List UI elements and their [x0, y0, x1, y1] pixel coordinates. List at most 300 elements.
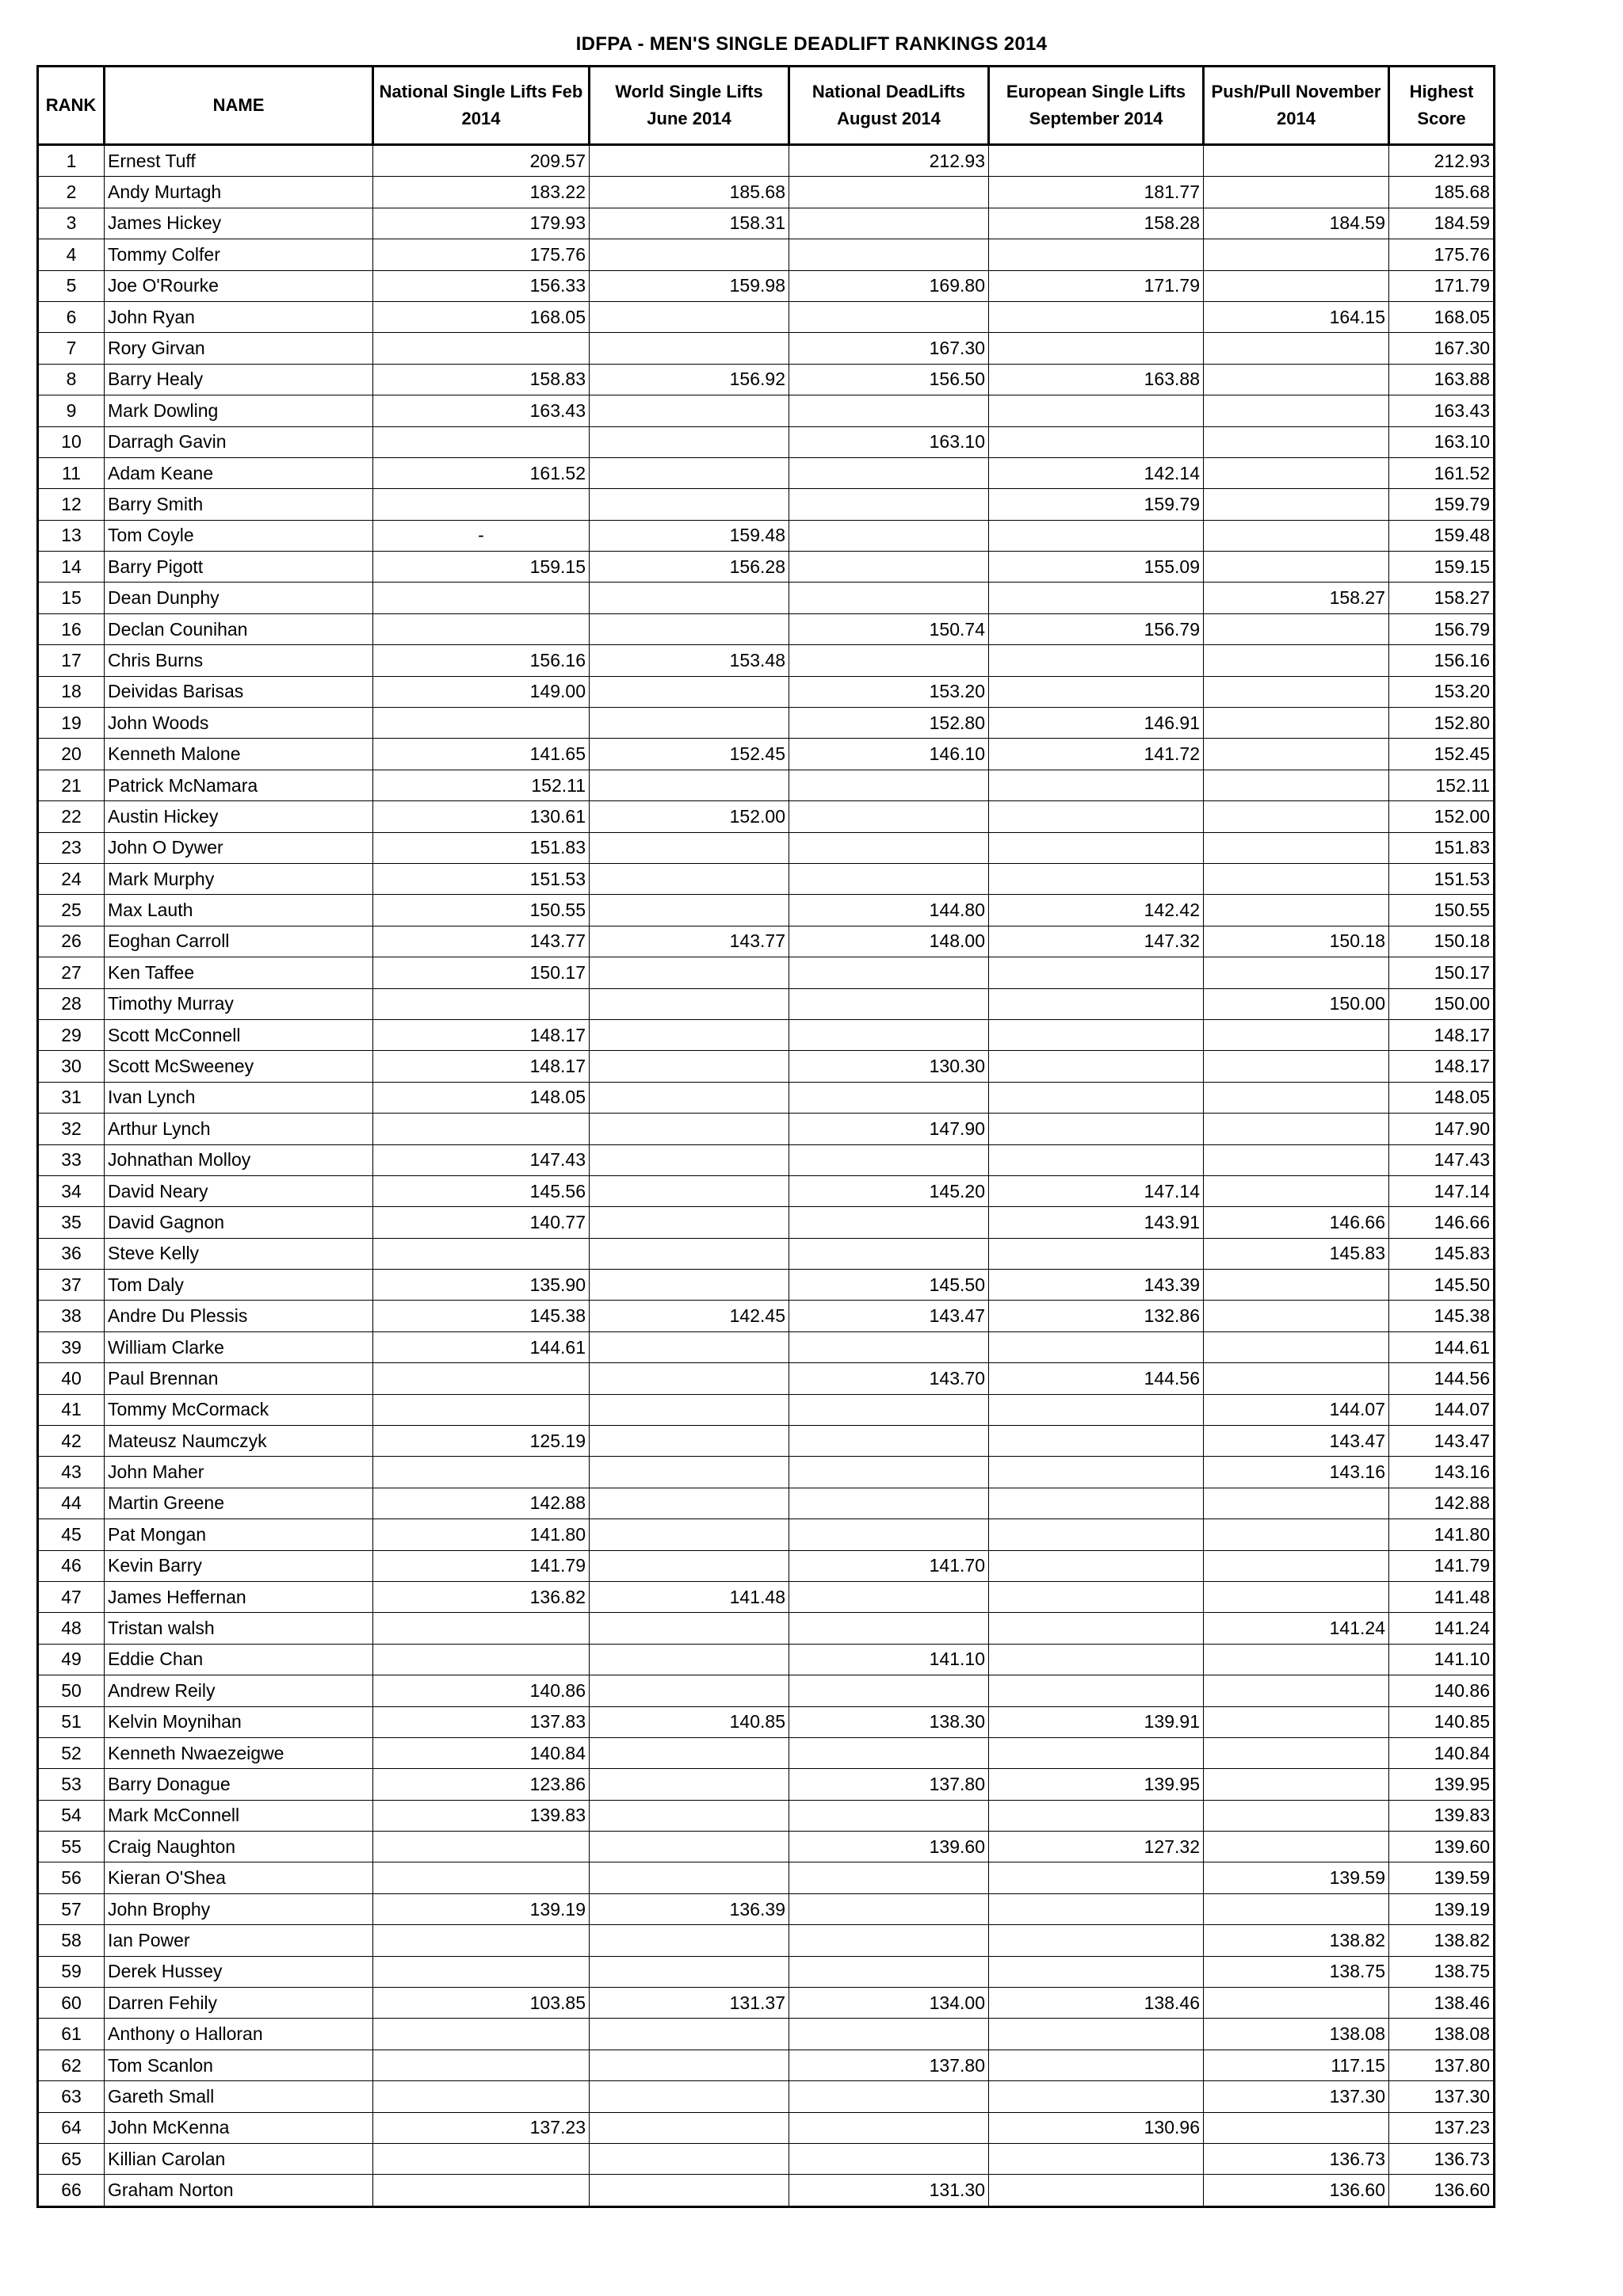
highest-score-cell: 150.17 [1389, 957, 1495, 988]
push-pull-nov-cell [1204, 1019, 1389, 1050]
national-aug-cell: 141.10 [789, 1644, 989, 1675]
name-cell: Chris Burns [105, 645, 373, 676]
european-sep-cell: 132.86 [989, 1301, 1204, 1331]
national-aug-cell [789, 2112, 989, 2143]
highest-score-cell: 146.66 [1389, 1207, 1495, 1238]
table-row [38, 1737, 1495, 1768]
name-cell: Andy Murtagh [105, 177, 373, 208]
table-row [38, 1925, 1495, 1956]
highest-score-cell: 148.05 [1389, 1082, 1495, 1113]
rank-cell: 38 [38, 1301, 105, 1331]
name-cell: John Brophy [105, 1893, 373, 1924]
name-cell: David Gagnon [105, 1207, 373, 1238]
national-feb-cell [373, 583, 590, 613]
rank-cell: 58 [38, 1925, 105, 1956]
rank-cell: 52 [38, 1737, 105, 1768]
rank-cell: 17 [38, 645, 105, 676]
national-aug-cell [789, 489, 989, 520]
national-aug-cell: 144.80 [789, 895, 989, 926]
rank-cell: 5 [38, 270, 105, 301]
name-cell: Tommy Colfer [105, 239, 373, 270]
table-row [38, 1613, 1495, 1644]
push-pull-nov-cell: 137.30 [1204, 2081, 1389, 2112]
highest-score-cell: 148.17 [1389, 1019, 1495, 1050]
table-row [38, 1832, 1495, 1862]
european-sep-cell [989, 863, 1204, 894]
name-cell: Rory Girvan [105, 333, 373, 364]
rank-cell: 43 [38, 1457, 105, 1488]
rank-cell: 56 [38, 1862, 105, 1893]
national-aug-cell: 134.00 [789, 1988, 989, 2019]
table-row [38, 1956, 1495, 1987]
push-pull-nov-cell [1204, 1519, 1389, 1550]
rank-cell: 28 [38, 988, 105, 1019]
world-june-cell: 159.48 [590, 520, 789, 551]
world-june-cell [590, 895, 789, 926]
national-feb-cell [373, 1956, 590, 1987]
national-aug-cell [789, 1893, 989, 1924]
table-row [38, 520, 1495, 551]
rank-cell: 4 [38, 239, 105, 270]
name-cell: Kieran O'Shea [105, 1862, 373, 1893]
national-feb-cell [373, 1644, 590, 1675]
european-sep-cell [989, 1862, 1204, 1893]
national-feb-cell: 136.82 [373, 1581, 590, 1612]
highest-score-cell: 144.61 [1389, 1331, 1495, 1362]
highest-score-cell: 144.07 [1389, 1394, 1495, 1425]
highest-score-cell: 184.59 [1389, 208, 1495, 239]
push-pull-nov-cell [1204, 1175, 1389, 1206]
table-row [38, 1270, 1495, 1301]
rank-cell: 11 [38, 457, 105, 488]
table-row [38, 1488, 1495, 1519]
rank-cell: 20 [38, 739, 105, 770]
rank-cell: 49 [38, 1644, 105, 1675]
rank-cell: 23 [38, 832, 105, 863]
name-cell: Gareth Small [105, 2081, 373, 2112]
name-cell: Tristan walsh [105, 1613, 373, 1644]
world-june-cell [590, 2112, 789, 2143]
rank-cell: 54 [38, 1800, 105, 1831]
national-feb-cell: 130.61 [373, 801, 590, 832]
national-feb-cell: 156.33 [373, 270, 590, 301]
rank-cell: 46 [38, 1550, 105, 1581]
push-pull-nov-cell: 138.08 [1204, 2019, 1389, 2050]
national-aug-cell: 137.80 [789, 2050, 989, 2080]
table-row [38, 1019, 1495, 1050]
push-pull-nov-cell: 146.66 [1204, 1207, 1389, 1238]
national-aug-cell [789, 1144, 989, 1175]
highest-score-cell: 147.14 [1389, 1175, 1495, 1206]
push-pull-nov-cell [1204, 1737, 1389, 1768]
push-pull-nov-cell [1204, 1769, 1389, 1800]
highest-score-cell: 139.59 [1389, 1862, 1495, 1893]
national-feb-cell [373, 489, 590, 520]
header-world-single-lifts-june: World Single Lifts June 2014 [590, 67, 789, 145]
european-sep-cell: 127.32 [989, 1832, 1204, 1862]
national-aug-cell: 138.30 [789, 1706, 989, 1737]
rank-cell: 18 [38, 676, 105, 707]
table-row [38, 333, 1495, 364]
push-pull-nov-cell [1204, 863, 1389, 894]
national-aug-cell [789, 1207, 989, 1238]
rank-cell: 32 [38, 1114, 105, 1144]
european-sep-cell [989, 520, 1204, 551]
header-row [38, 67, 1495, 145]
national-feb-cell: 183.22 [373, 177, 590, 208]
european-sep-cell [989, 145, 1204, 177]
european-sep-cell: 147.32 [989, 926, 1204, 957]
push-pull-nov-cell [1204, 333, 1389, 364]
national-feb-cell [373, 2175, 590, 2206]
world-june-cell [590, 1800, 789, 1831]
national-feb-cell: 151.83 [373, 832, 590, 863]
rank-cell: 60 [38, 1988, 105, 2019]
highest-score-cell: 152.11 [1389, 770, 1495, 800]
name-cell: Graham Norton [105, 2175, 373, 2206]
world-june-cell [590, 1207, 789, 1238]
highest-score-cell: 139.83 [1389, 1800, 1495, 1831]
rank-cell: 19 [38, 708, 105, 739]
european-sep-cell: 147.14 [989, 1175, 1204, 1206]
push-pull-nov-cell: 117.15 [1204, 2050, 1389, 2080]
table-row [38, 1644, 1495, 1675]
highest-score-cell: 138.82 [1389, 1925, 1495, 1956]
table-row [38, 1862, 1495, 1893]
national-feb-cell [373, 1613, 590, 1644]
rank-cell: 33 [38, 1144, 105, 1175]
national-feb-cell [373, 1238, 590, 1269]
world-june-cell [590, 1644, 789, 1675]
table-row [38, 1363, 1495, 1394]
european-sep-cell [989, 395, 1204, 426]
highest-score-cell: 159.15 [1389, 552, 1495, 583]
table-row [38, 1519, 1495, 1550]
national-aug-cell: 145.20 [789, 1175, 989, 1206]
rank-cell: 8 [38, 364, 105, 395]
national-feb-cell: 175.76 [373, 239, 590, 270]
rank-cell: 37 [38, 1270, 105, 1301]
push-pull-nov-cell [1204, 1331, 1389, 1362]
european-sep-cell [989, 988, 1204, 1019]
european-sep-cell [989, 239, 1204, 270]
name-cell: Mark Dowling [105, 395, 373, 426]
european-sep-cell: 144.56 [989, 1363, 1204, 1394]
european-sep-cell: 138.46 [989, 1988, 1204, 2019]
national-feb-cell [373, 1862, 590, 1893]
rank-cell: 34 [38, 1175, 105, 1206]
world-june-cell [590, 2175, 789, 2206]
rank-cell: 10 [38, 426, 105, 457]
national-aug-cell [789, 1613, 989, 1644]
national-aug-cell [789, 395, 989, 426]
push-pull-nov-cell [1204, 613, 1389, 644]
national-aug-cell: 131.30 [789, 2175, 989, 2206]
push-pull-nov-cell [1204, 739, 1389, 770]
push-pull-nov-cell [1204, 645, 1389, 676]
highest-score-cell: 156.79 [1389, 613, 1495, 644]
push-pull-nov-cell [1204, 676, 1389, 707]
name-cell: Killian Carolan [105, 2144, 373, 2175]
national-aug-cell: 147.90 [789, 1114, 989, 1144]
highest-score-cell: 141.48 [1389, 1581, 1495, 1612]
push-pull-nov-cell [1204, 1114, 1389, 1144]
name-cell: Ken Taffee [105, 957, 373, 988]
world-june-cell: 185.68 [590, 177, 789, 208]
name-cell: Paul Brennan [105, 1363, 373, 1394]
highest-score-cell: 138.08 [1389, 2019, 1495, 2050]
name-cell: Barry Pigott [105, 552, 373, 583]
name-cell: Eoghan Carroll [105, 926, 373, 957]
world-june-cell [590, 1832, 789, 1862]
world-june-cell [590, 1394, 789, 1425]
table-row [38, 2144, 1495, 2175]
header-european-single-lifts-september: European Single Lifts September 2014 [989, 67, 1204, 145]
national-aug-cell: 145.50 [789, 1270, 989, 1301]
name-cell: Pat Mongan [105, 1519, 373, 1550]
name-cell: Ivan Lynch [105, 1082, 373, 1113]
world-june-cell [590, 1082, 789, 1113]
name-cell: Patrick McNamara [105, 770, 373, 800]
national-aug-cell [789, 2144, 989, 2175]
european-sep-cell [989, 1644, 1204, 1675]
table-row [38, 395, 1495, 426]
name-cell: Martin Greene [105, 1488, 373, 1519]
european-sep-cell [989, 1956, 1204, 1987]
rank-cell: 39 [38, 1331, 105, 1362]
header-national-single-lifts-feb: National Single Lifts Feb 2014 [373, 67, 590, 145]
header-rank: RANK [38, 67, 105, 145]
national-feb-cell: 135.90 [373, 1270, 590, 1301]
european-sep-cell: 155.09 [989, 552, 1204, 583]
european-sep-cell [989, 1675, 1204, 1706]
national-aug-cell [789, 1675, 989, 1706]
table-row [38, 2112, 1495, 2143]
name-cell: Mark Murphy [105, 863, 373, 894]
world-june-cell [590, 1051, 789, 1082]
push-pull-nov-cell: 164.15 [1204, 301, 1389, 332]
world-june-cell [590, 1363, 789, 1394]
national-feb-cell: 150.55 [373, 895, 590, 926]
rank-cell: 66 [38, 2175, 105, 2206]
highest-score-cell: 175.76 [1389, 239, 1495, 270]
table-row [38, 1114, 1495, 1144]
table-row [38, 426, 1495, 457]
national-aug-cell: 148.00 [789, 926, 989, 957]
world-june-cell: 142.45 [590, 1301, 789, 1331]
national-aug-cell: 143.70 [789, 1363, 989, 1394]
rank-cell: 64 [38, 2112, 105, 2143]
table-row [38, 926, 1495, 957]
name-cell: Scott McConnell [105, 1019, 373, 1050]
european-sep-cell [989, 1893, 1204, 1924]
highest-score-cell: 142.88 [1389, 1488, 1495, 1519]
rank-cell: 42 [38, 1426, 105, 1457]
name-cell: Tom Scanlon [105, 2050, 373, 2080]
rank-cell: 31 [38, 1082, 105, 1113]
european-sep-cell [989, 1238, 1204, 1269]
name-cell: Darragh Gavin [105, 426, 373, 457]
european-sep-cell [989, 676, 1204, 707]
national-feb-cell: 163.43 [373, 395, 590, 426]
push-pull-nov-cell [1204, 1581, 1389, 1612]
highest-score-cell: 141.10 [1389, 1644, 1495, 1675]
national-feb-cell: 141.65 [373, 739, 590, 770]
national-feb-cell [373, 1832, 590, 1862]
name-cell: Max Lauth [105, 895, 373, 926]
rank-cell: 62 [38, 2050, 105, 2080]
highest-score-cell: 147.43 [1389, 1144, 1495, 1175]
table-row [38, 1581, 1495, 1612]
world-june-cell [590, 988, 789, 1019]
world-june-cell [590, 1175, 789, 1206]
national-feb-cell: 143.77 [373, 926, 590, 957]
rank-cell: 57 [38, 1893, 105, 1924]
world-june-cell [590, 708, 789, 739]
table-row [38, 1331, 1495, 1362]
highest-score-cell: 163.10 [1389, 426, 1495, 457]
world-june-cell: 159.98 [590, 270, 789, 301]
world-june-cell [590, 1769, 789, 1800]
highest-score-cell: 140.84 [1389, 1737, 1495, 1768]
european-sep-cell [989, 801, 1204, 832]
national-feb-cell: 137.83 [373, 1706, 590, 1737]
highest-score-cell: 152.45 [1389, 739, 1495, 770]
table-row [38, 270, 1495, 301]
push-pull-nov-cell [1204, 457, 1389, 488]
push-pull-nov-cell [1204, 239, 1389, 270]
table-row [38, 1144, 1495, 1175]
national-feb-cell: 139.83 [373, 1800, 590, 1831]
name-cell: Scott McSweeney [105, 1051, 373, 1082]
rank-cell: 3 [38, 208, 105, 239]
rank-cell: 55 [38, 1832, 105, 1862]
world-june-cell: 153.48 [590, 645, 789, 676]
header-national-deadlifts-august: National DeadLifts August 2014 [789, 67, 989, 145]
national-aug-cell: 146.10 [789, 739, 989, 770]
rank-cell: 53 [38, 1769, 105, 1800]
national-aug-cell: 156.50 [789, 364, 989, 395]
name-cell: James Hickey [105, 208, 373, 239]
push-pull-nov-cell [1204, 364, 1389, 395]
european-sep-cell [989, 1144, 1204, 1175]
highest-score-cell: 151.53 [1389, 863, 1495, 894]
push-pull-nov-cell [1204, 708, 1389, 739]
european-sep-cell [989, 957, 1204, 988]
name-cell: Barry Healy [105, 364, 373, 395]
rank-cell: 47 [38, 1581, 105, 1612]
european-sep-cell [989, 2175, 1204, 2206]
national-feb-cell: 139.19 [373, 1893, 590, 1924]
name-cell: Mark McConnell [105, 1800, 373, 1831]
european-sep-cell: 163.88 [989, 364, 1204, 395]
table-row [38, 676, 1495, 707]
european-sep-cell [989, 1925, 1204, 1956]
national-feb-cell [373, 613, 590, 644]
table-row [38, 988, 1495, 1019]
national-aug-cell [789, 645, 989, 676]
national-feb-cell: 140.77 [373, 1207, 590, 1238]
european-sep-cell: 158.28 [989, 208, 1204, 239]
rank-cell: 2 [38, 177, 105, 208]
european-sep-cell [989, 301, 1204, 332]
european-sep-cell: 171.79 [989, 270, 1204, 301]
european-sep-cell [989, 426, 1204, 457]
table-row [38, 1550, 1495, 1581]
rank-cell: 14 [38, 552, 105, 583]
name-cell: Ernest Tuff [105, 145, 373, 177]
table-row [38, 863, 1495, 894]
name-cell: Andre Du Plessis [105, 1301, 373, 1331]
national-aug-cell [789, 1956, 989, 1987]
national-aug-cell [789, 520, 989, 551]
world-june-cell [590, 583, 789, 613]
world-june-cell [590, 1675, 789, 1706]
national-feb-cell [373, 1925, 590, 1956]
table-row [38, 1769, 1495, 1800]
name-cell: Deividas Barisas [105, 676, 373, 707]
push-pull-nov-cell: 136.73 [1204, 2144, 1389, 2175]
highest-score-cell: 161.52 [1389, 457, 1495, 488]
name-cell: Arthur Lynch [105, 1114, 373, 1144]
highest-score-cell: 145.83 [1389, 1238, 1495, 1269]
rank-cell: 1 [38, 145, 105, 177]
national-aug-cell: 169.80 [789, 270, 989, 301]
table-row [38, 489, 1495, 520]
table-row [38, 801, 1495, 832]
highest-score-cell: 151.83 [1389, 832, 1495, 863]
national-feb-cell: 148.05 [373, 1082, 590, 1113]
rank-cell: 30 [38, 1051, 105, 1082]
world-june-cell: 152.00 [590, 801, 789, 832]
name-cell: Kelvin Moynihan [105, 1706, 373, 1737]
push-pull-nov-cell [1204, 395, 1389, 426]
name-cell: Joe O'Rourke [105, 270, 373, 301]
european-sep-cell [989, 2019, 1204, 2050]
highest-score-cell: 185.68 [1389, 177, 1495, 208]
national-aug-cell [789, 583, 989, 613]
world-june-cell [590, 863, 789, 894]
table-row [38, 739, 1495, 770]
rank-cell: 35 [38, 1207, 105, 1238]
table-row [38, 552, 1495, 583]
rank-cell: 61 [38, 2019, 105, 2050]
national-aug-cell: 163.10 [789, 426, 989, 457]
push-pull-nov-cell: 184.59 [1204, 208, 1389, 239]
rank-cell: 22 [38, 801, 105, 832]
european-sep-cell [989, 1331, 1204, 1362]
rank-cell: 44 [38, 1488, 105, 1519]
push-pull-nov-cell [1204, 1800, 1389, 1831]
name-cell: Timothy Murray [105, 988, 373, 1019]
rank-cell: 9 [38, 395, 105, 426]
name-cell: Kenneth Malone [105, 739, 373, 770]
table-row [38, 208, 1495, 239]
world-june-cell [590, 1737, 789, 1768]
national-feb-cell: 147.43 [373, 1144, 590, 1175]
european-sep-cell [989, 1082, 1204, 1113]
push-pull-nov-cell [1204, 1893, 1389, 1924]
push-pull-nov-cell [1204, 270, 1389, 301]
push-pull-nov-cell [1204, 1644, 1389, 1675]
european-sep-cell: 143.91 [989, 1207, 1204, 1238]
national-feb-cell [373, 333, 590, 364]
highest-score-cell: 138.75 [1389, 1956, 1495, 1987]
rank-cell: 13 [38, 520, 105, 551]
push-pull-nov-cell [1204, 1270, 1389, 1301]
world-june-cell [590, 1238, 789, 1269]
national-feb-cell: 123.86 [373, 1769, 590, 1800]
